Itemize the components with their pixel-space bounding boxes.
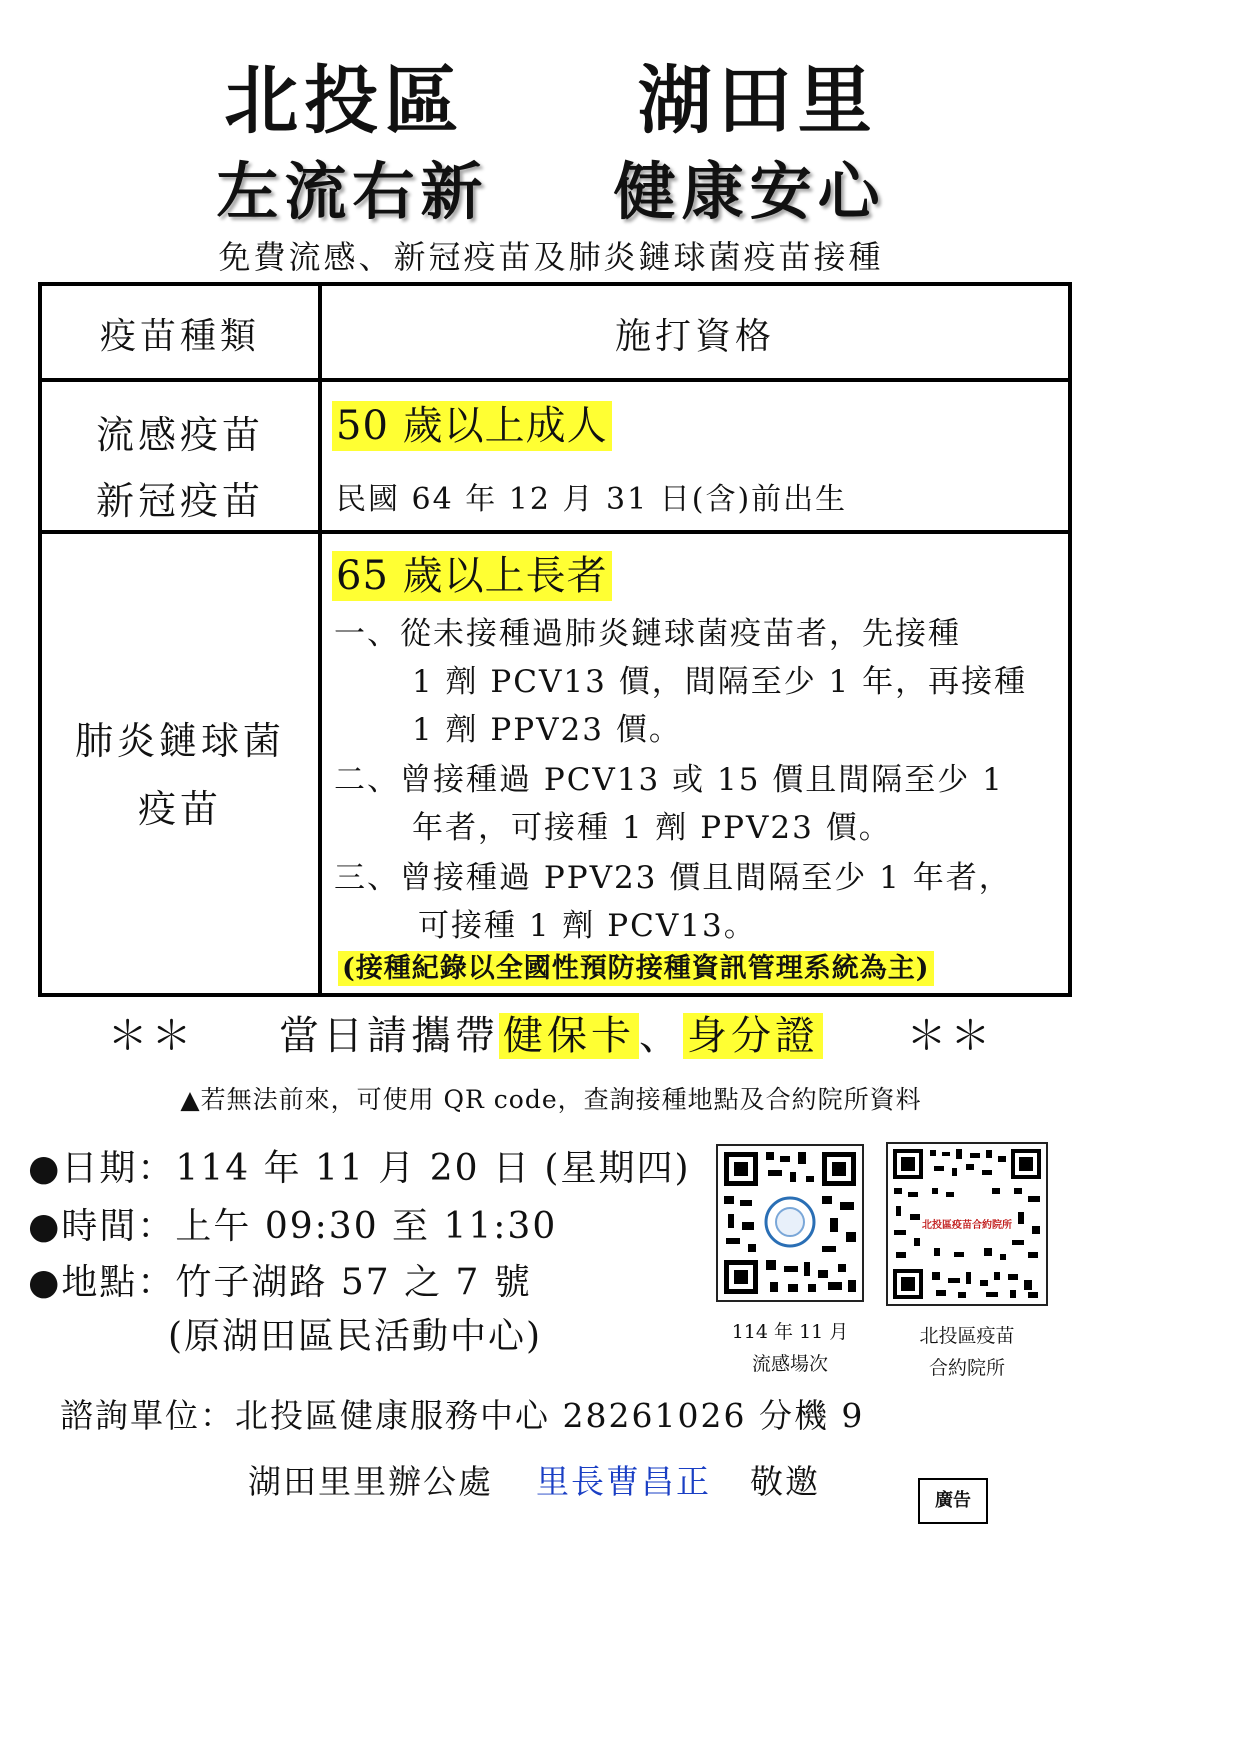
pneumo-rule-2-line1: 二、曾接種過 PCV13 或 15 價且間隔至少 1 <box>334 762 1004 798</box>
qr-code-flu-session[interactable] <box>716 1144 864 1302</box>
eligibility-birth-date: 民國 64 年 12 月 31 日(含)前出生 <box>336 482 848 517</box>
village-name: 湖田里 <box>637 58 878 144</box>
table-row-divider <box>42 378 1068 382</box>
vaccine-type-flu: 流感疫苗 <box>95 413 264 457</box>
qr-caption-line1: 北投區疫苗 <box>919 1325 1015 1347</box>
qr-code-contracted-clinics[interactable] <box>886 1142 1048 1306</box>
event-place: ●地點：竹子湖路 57 之 7 號 <box>28 1262 532 1303</box>
eligibility-table <box>38 282 1072 997</box>
event-place-note: (原湖田區民活動中心) <box>168 1316 543 1357</box>
event-time: ●時間：上午 09:30 至 11:30 <box>28 1206 558 1247</box>
bring-text: 當日請攜帶 <box>279 1013 499 1059</box>
slogan-left: 左流右新 <box>216 155 489 228</box>
invitation-line <box>248 1456 820 1503</box>
qr-caption-flu <box>716 1316 864 1380</box>
qr-caption-line2: 合約院所 <box>928 1357 1005 1379</box>
pneumo-rule-3-line2: 可接種 1 劑 PCV13。 <box>418 908 757 944</box>
qr-caption-clinics <box>886 1320 1048 1384</box>
qr-hint: ▲若無法前來，可使用 QR code，查詢接種地點及合約院所資料 <box>180 1085 922 1114</box>
stars-left: ＊＊ <box>107 1013 196 1059</box>
subtitle: 免費流感、新冠疫苗及肺炎鏈球菌疫苗接種 <box>218 238 884 276</box>
pneumo-rule-1-line3: 1 劑 PPV23 價。 <box>412 712 682 748</box>
record-note: (接種紀錄以全國性預防接種資訊管理系統為主) <box>338 946 934 985</box>
stars-right: ＊＊ <box>906 1013 995 1059</box>
eligibility-age-65: 65 歲以上長者 <box>332 544 612 601</box>
qr-caption-line2: 流感場次 <box>751 1353 828 1375</box>
table-column-divider <box>318 286 322 993</box>
pneumo-rule-2-line2: 年者，可接種 1 劑 PPV23 價。 <box>412 810 892 846</box>
vaccine-type-pneumococcal: 肺炎鏈球菌 <box>74 719 285 763</box>
contact-info: 諮詢單位：北投區健康服務中心 28261026 分機 9 <box>60 1396 865 1435</box>
pneumo-rule-3-line1: 三、曾接種過 PPV23 價且間隔至少 1 年者， <box>334 860 1012 896</box>
bring-id-card: 身分證 <box>683 1013 823 1059</box>
slogan <box>0 142 1102 231</box>
pneumo-rule-1-line2: 1 劑 PCV13 價，間隔至少 1 年，再接種 <box>412 664 1028 700</box>
table-row-divider <box>42 530 1068 534</box>
header-eligibility: 施打資格 <box>614 316 775 357</box>
bring-health-card: 健保卡 <box>499 1013 639 1059</box>
vaccine-type-covid: 新冠疫苗 <box>95 479 264 523</box>
bring-documents <box>0 1004 1102 1061</box>
village-office: 湖田里里辦公處 <box>248 1462 493 1501</box>
eligibility-age-50: 50 歲以上成人 <box>332 394 612 451</box>
bring-separator: 、 <box>639 1013 683 1059</box>
qr-inner-label: 北投區疫苗合約院所 <box>922 1220 1012 1231</box>
vaccine-type-pneumococcal-suffix: 疫苗 <box>137 787 222 831</box>
district-name: 北投區 <box>224 58 465 144</box>
title-district-village <box>0 42 1102 148</box>
header-vaccine-type: 疫苗種類 <box>99 316 260 357</box>
qr-code-icon <box>718 1146 862 1300</box>
slogan-right: 健康安心 <box>613 155 886 228</box>
qr-caption-line1: 114 年 11 月 <box>731 1321 849 1343</box>
event-date: ●日期：114 年 11 月 20 日 (星期四) <box>28 1148 691 1189</box>
pneumo-rule-1-line1: 一、從未接種過肺炎鏈球菌疫苗者，先接種 <box>334 616 961 652</box>
advertisement-badge: 廣告 <box>918 1478 988 1524</box>
invite-text: 敬邀 <box>750 1462 820 1501</box>
village-chief: 里長曹昌正 <box>536 1462 711 1501</box>
